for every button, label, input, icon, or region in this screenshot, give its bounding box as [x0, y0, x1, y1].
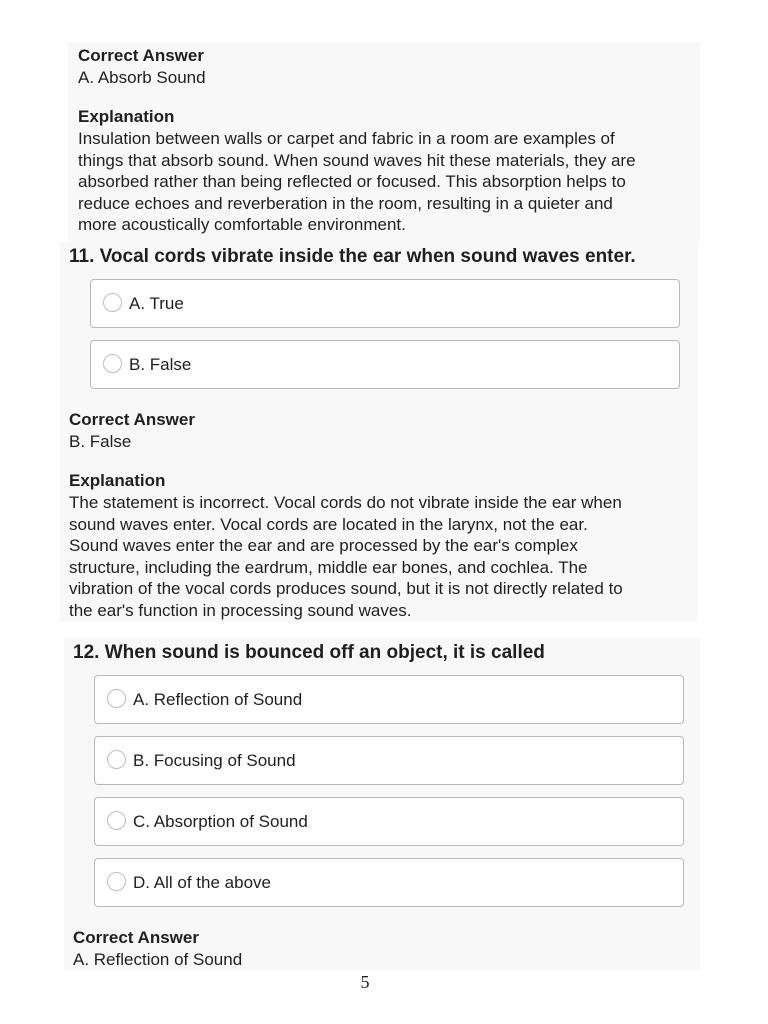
q12-title: 12. When sound is bounced off an object, it is called: [73, 642, 545, 663]
option-label: A. Reflection of Sound: [133, 690, 303, 709]
q10-explanation-heading: Explanation: [78, 107, 175, 126]
q11-correct-answer-heading: Correct Answer: [69, 410, 195, 429]
q12-option-b[interactable]: [94, 736, 684, 785]
option-label: C. Absorption of Sound: [133, 812, 308, 831]
q10-explanation-line: Insulation between walls or carpet and fabric in a room are examples of: [78, 129, 615, 148]
page-number: 5: [360, 972, 370, 992]
option-label: A. True: [129, 294, 184, 313]
q11-explanation-line: sound waves enter. Vocal cords are located in the larynx, not the ear.: [69, 514, 588, 534]
q10-correct-answer: A. Absorb Sound: [78, 68, 206, 87]
option-label: D. All of the above: [133, 873, 271, 892]
option-label: B. Focusing of Sound: [133, 751, 296, 770]
radio-circle-icon[interactable]: [103, 354, 122, 373]
q11-explanation-heading: Explanation: [69, 471, 166, 490]
q10-explanation-line: things that absorb sound. When sound waves hit these materials, they are: [78, 150, 636, 170]
q11-option-b[interactable]: [90, 340, 680, 389]
q10-explanation-line: more acoustically comfortable environment.: [78, 215, 406, 234]
q10-correct-answer-heading: Correct Answer: [78, 46, 204, 65]
radio-circle-icon[interactable]: [103, 293, 122, 312]
q12-option-c[interactable]: [94, 797, 684, 846]
q11-correct-answer: B. False: [69, 432, 132, 451]
radio-circle-icon[interactable]: [107, 689, 126, 708]
q12-correct-answer-heading: Correct Answer: [73, 928, 199, 947]
q11-title: 11. Vocal cords vibrate inside the ear when sound waves enter.: [69, 246, 636, 267]
q11-explanation-line: The statement is incorrect. Vocal cords do not vibrate inside the ear when: [69, 493, 622, 512]
q12-option-a[interactable]: [94, 675, 684, 724]
q12-option-d[interactable]: [94, 858, 684, 907]
q11-explanation-line: structure, including the eardrum, middle ear bones, and cochlea. The: [69, 557, 588, 577]
q10-explanation-line: absorbed rather than being reflected or focused. This absorption helps to: [78, 172, 626, 191]
radio-circle-icon[interactable]: [107, 872, 126, 891]
q11-explanation-line: vibration of the vocal cords produces sound, but it is not directly related to: [69, 579, 623, 598]
q11-explanation-line: Sound waves enter the ear and are processed by the ear's complex: [69, 536, 578, 555]
radio-circle-icon[interactable]: [107, 811, 126, 830]
q12-correct-answer: A. Reflection of Sound: [73, 950, 243, 969]
q11-option-a[interactable]: [90, 279, 680, 328]
option-label: B. False: [129, 355, 192, 374]
radio-circle-icon[interactable]: [107, 750, 126, 769]
q11-explanation-line: the ear's function in processing sound waves.: [69, 600, 412, 620]
q10-explanation-line: reduce echoes and reverberation in the room, resulting in a quieter and: [78, 193, 613, 213]
